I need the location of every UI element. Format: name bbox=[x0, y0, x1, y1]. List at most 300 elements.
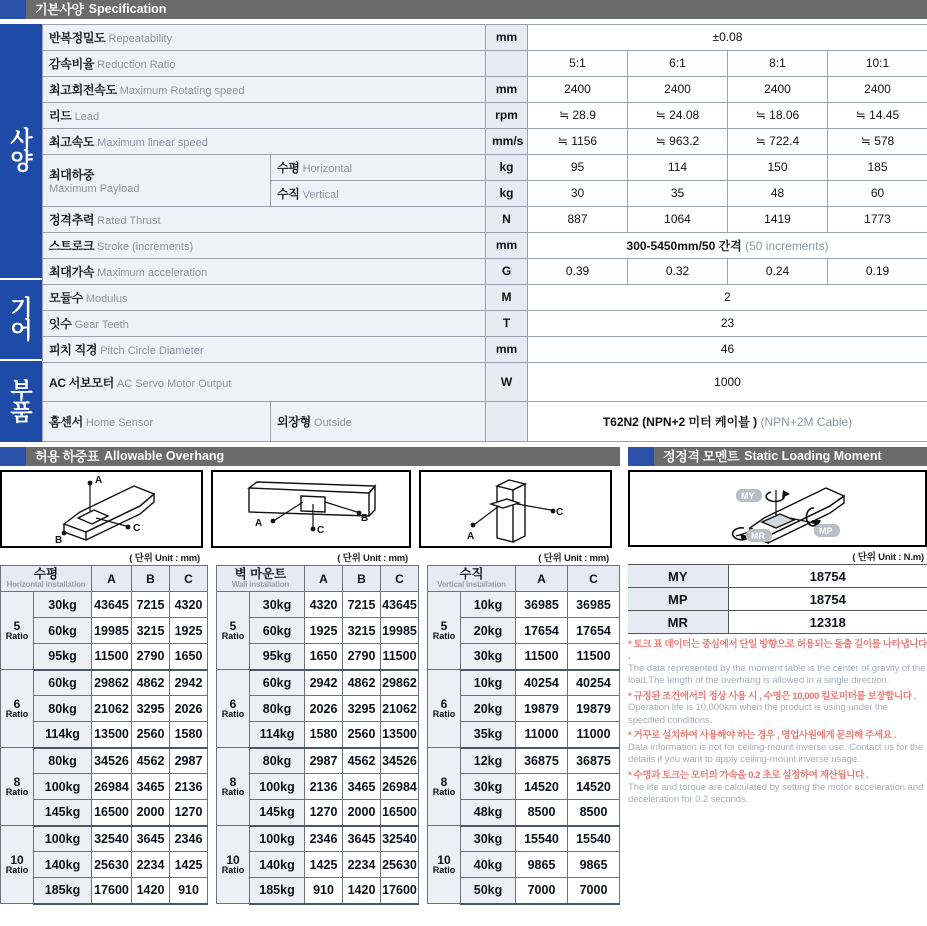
value-cell: 36985 bbox=[516, 592, 568, 618]
table-row bbox=[428, 826, 620, 852]
section-title-en: Specification bbox=[88, 2, 167, 17]
value-cell: 26984 bbox=[92, 774, 132, 800]
value-cell: 36875 bbox=[568, 748, 620, 774]
moment-table bbox=[628, 564, 927, 634]
unit-note-mm-1: ( 단위 Unit : mm) bbox=[129, 553, 200, 564]
row-value: 30 bbox=[528, 180, 628, 206]
row-value: ≒ 963.2 bbox=[628, 128, 728, 154]
value-cell: 3465 bbox=[343, 774, 381, 800]
value-cell: 40254 bbox=[516, 670, 568, 696]
value-cell: 17654 bbox=[516, 618, 568, 644]
value-cell: 1425 bbox=[170, 852, 208, 878]
value-cell: 4320 bbox=[170, 592, 208, 618]
column-header-c: C bbox=[170, 566, 208, 592]
value-cell: 1650 bbox=[170, 644, 208, 670]
value-cell: 11500 bbox=[92, 644, 132, 670]
column-header-c: C bbox=[568, 566, 620, 592]
value-cell: 4862 bbox=[343, 670, 381, 696]
value-cell: 16500 bbox=[92, 800, 132, 826]
diagram-label-c: C bbox=[133, 523, 141, 534]
payload-cell: 145kg bbox=[250, 800, 305, 826]
moment-label-my: MY bbox=[741, 491, 755, 501]
value-cell: 1925 bbox=[305, 618, 343, 644]
overhang-header-title-2: 벽 마운트 Wall installation bbox=[217, 566, 305, 592]
column-header-a: A bbox=[92, 566, 132, 592]
note-ko-1: * 토크 표 데이터는 중심에서 단일 방향으로 허용되는 돌출 길이를 나타냅니다 . bbox=[628, 639, 927, 662]
row-value: ≒ 18.06 bbox=[728, 102, 828, 128]
value-cell: 1650 bbox=[305, 644, 343, 670]
value-cell: 15540 bbox=[568, 826, 620, 852]
side-label-char: 양 bbox=[10, 148, 32, 174]
value-cell: 11000 bbox=[568, 722, 620, 748]
note-en-3: Data information is not for ceiling-mount inverse use. Contact us for the details if you want to apply ceiling-mount inverse usage. bbox=[628, 742, 924, 766]
column-header-a: A bbox=[305, 566, 343, 592]
row-unit: mm bbox=[486, 232, 528, 258]
diagram-label-c: C bbox=[556, 507, 564, 518]
value-cell: 17654 bbox=[568, 618, 620, 644]
row-value: 0.24 bbox=[728, 258, 828, 284]
row-label-max-linear-speed: 최고속도 Maximum linear speed bbox=[43, 128, 486, 154]
value-cell: 13500 bbox=[381, 722, 419, 748]
diagram-label-b: B bbox=[55, 535, 63, 546]
section-title-wrap bbox=[26, 447, 620, 466]
payload-cell: 40kg bbox=[461, 852, 516, 878]
payload-cell: 10kg bbox=[461, 670, 516, 696]
row-value: ≒ 722.4 bbox=[728, 128, 828, 154]
value-cell: 2026 bbox=[170, 696, 208, 722]
row-label-gear-teeth: 잇수 Gear Teeth bbox=[43, 310, 486, 336]
side-label-gear bbox=[0, 280, 42, 361]
side-label-char: 기 bbox=[10, 294, 32, 321]
table-row bbox=[43, 284, 927, 310]
value-cell: 9865 bbox=[568, 852, 620, 878]
value-cell: 2136 bbox=[305, 774, 343, 800]
table-row bbox=[1, 592, 208, 618]
row-sublabel-horizontal: 수평 Horizontal bbox=[271, 154, 486, 180]
value-cell: 14520 bbox=[568, 774, 620, 800]
value-cell: 3645 bbox=[343, 826, 381, 852]
row-value: 2 bbox=[528, 284, 927, 310]
value-cell: 3215 bbox=[343, 618, 381, 644]
row-unit bbox=[486, 50, 528, 76]
value-cell: 1925 bbox=[170, 618, 208, 644]
note-ko-3: * 거꾸로 설치하여 사용해야 하는 경우 , 영업사원에게 문의해 주세요 . bbox=[628, 730, 896, 742]
section-title-en: Allowable Overhang bbox=[104, 449, 225, 464]
vertical-axis-diagram-icon bbox=[421, 472, 610, 546]
value-cell: 2346 bbox=[305, 826, 343, 852]
value-cell: 3295 bbox=[343, 696, 381, 722]
accent-swatch-icon bbox=[0, 447, 26, 466]
row-unit: T bbox=[486, 310, 528, 336]
payload-cell: 80kg bbox=[34, 696, 92, 722]
value-cell: 36875 bbox=[516, 748, 568, 774]
value-cell: 7215 bbox=[132, 592, 170, 618]
value-cell: 910 bbox=[305, 878, 343, 904]
unit-note-nm: ( 단위 Unit : N.m) bbox=[852, 552, 924, 563]
payload-cell: 185kg bbox=[250, 878, 305, 904]
table-row bbox=[428, 748, 620, 774]
row-value: 95 bbox=[528, 154, 628, 180]
value-cell: 11500 bbox=[568, 644, 620, 670]
notes-block bbox=[628, 639, 927, 806]
side-label-char: 사 bbox=[10, 126, 32, 153]
table-row bbox=[43, 362, 927, 402]
row-sublabel-outside: 외장형 Outside bbox=[271, 402, 486, 442]
value-cell: 2942 bbox=[305, 670, 343, 696]
moment-key-cell: MP bbox=[628, 588, 728, 611]
value-cell: 11500 bbox=[381, 644, 419, 670]
table-row bbox=[217, 670, 419, 696]
overhang-table-wall bbox=[216, 565, 419, 905]
row-value: 10:1 bbox=[828, 50, 927, 76]
overhang-table-horizontal bbox=[0, 565, 208, 905]
moment-key-cell: MR bbox=[628, 611, 728, 634]
table-row bbox=[628, 565, 927, 588]
moment-body bbox=[628, 565, 927, 634]
value-cell: 1270 bbox=[170, 800, 208, 826]
overhang-diagram-row bbox=[0, 470, 620, 565]
payload-cell: 80kg bbox=[250, 748, 305, 774]
note-ko-2: * 규정된 조건에서의 정상 사용 시 , 수명은 10,000 킬로미터를 보장합니다 . bbox=[628, 690, 916, 702]
value-cell: 19985 bbox=[381, 618, 419, 644]
ratio-cell: 5 Ratio bbox=[428, 592, 461, 670]
value-cell: 2234 bbox=[343, 852, 381, 878]
table-row bbox=[43, 25, 927, 51]
ratio-cell: 6 Ratio bbox=[217, 670, 250, 748]
row-value-home-sensor: T62N2 (NPN+2 미터 케이블 ) (NPN+2M Cable) bbox=[528, 402, 927, 442]
row-value: 48 bbox=[728, 180, 828, 206]
value-cell: 19879 bbox=[516, 696, 568, 722]
payload-cell: 80kg bbox=[34, 748, 92, 774]
row-value: 6:1 bbox=[628, 50, 728, 76]
ratio-cell: 8 Ratio bbox=[1, 748, 34, 826]
row-unit: kg bbox=[486, 154, 528, 180]
value-cell: 2234 bbox=[132, 852, 170, 878]
payload-cell: 50kg bbox=[461, 878, 516, 904]
value-cell: 32540 bbox=[92, 826, 132, 852]
row-label-max-acceleration: 최대가속 Maximum acceleration bbox=[43, 258, 486, 284]
payload-cell: 60kg bbox=[34, 618, 92, 644]
table-row bbox=[43, 154, 927, 180]
value-cell: 36985 bbox=[568, 592, 620, 618]
row-value: 114 bbox=[628, 154, 728, 180]
overhang-body-1 bbox=[1, 592, 208, 904]
ratio-cell: 6 Ratio bbox=[1, 670, 34, 748]
diagram-label-a: A bbox=[467, 531, 475, 542]
row-unit bbox=[486, 402, 528, 442]
table-row bbox=[1, 826, 208, 852]
row-value: 23 bbox=[528, 310, 927, 336]
row-value: ≒ 578 bbox=[828, 128, 927, 154]
value-cell: 1420 bbox=[132, 878, 170, 904]
accent-swatch-icon bbox=[0, 0, 26, 19]
diagram-label-a: A bbox=[255, 518, 263, 529]
payload-cell: 114kg bbox=[250, 722, 305, 748]
row-value: 887 bbox=[528, 206, 628, 232]
table-row bbox=[43, 336, 927, 362]
row-value: 1064 bbox=[628, 206, 728, 232]
table-row bbox=[43, 206, 927, 232]
row-value: ≒ 14.45 bbox=[828, 102, 927, 128]
row-value: 2400 bbox=[628, 76, 728, 102]
value-cell: 29862 bbox=[381, 670, 419, 696]
note-ko-4: * 수명과 토크는 모터의 가속을 0.2 초로 설정하여 계산됩니다 . bbox=[628, 769, 869, 781]
value-cell: 1270 bbox=[305, 800, 343, 826]
overhang-diagram-wall bbox=[211, 470, 411, 548]
row-label-repeatability: 반복정밀도 Repeatability bbox=[43, 25, 486, 51]
column-header-b: B bbox=[343, 566, 381, 592]
section-title-en: Static Loading Moment bbox=[744, 449, 882, 464]
table-row bbox=[428, 670, 620, 696]
payload-cell: 20kg bbox=[461, 618, 516, 644]
row-unit: mm bbox=[486, 336, 528, 362]
payload-cell: 30kg bbox=[250, 592, 305, 618]
table-row bbox=[43, 310, 927, 336]
payload-cell: 10kg bbox=[461, 592, 516, 618]
table-header-row bbox=[217, 566, 419, 592]
payload-cell: 185kg bbox=[34, 878, 92, 904]
diagram-label-a: A bbox=[95, 475, 103, 486]
section-title-ko: 기본사양 bbox=[35, 2, 84, 17]
value-cell: 32540 bbox=[381, 826, 419, 852]
moment-label-mp: MP bbox=[819, 526, 833, 536]
row-label-stroke: 스트로크 Stroke (increments) bbox=[43, 232, 486, 258]
value-cell: 2790 bbox=[343, 644, 381, 670]
note-en-4: The life and torque are calculated by setting the motor acceleration and deceleration for 0.2 seconds. bbox=[628, 781, 924, 805]
unit-note-mm-2: ( 단위 Unit : mm) bbox=[337, 553, 408, 564]
value-cell: 21062 bbox=[92, 696, 132, 722]
ratio-cell: 5 Ratio bbox=[217, 592, 250, 670]
value-cell: 910 bbox=[170, 878, 208, 904]
spec-side-column bbox=[0, 24, 42, 442]
value-cell: 11000 bbox=[516, 722, 568, 748]
overhang-body-2 bbox=[217, 592, 419, 904]
row-sublabel-vertical: 수직 Vertical bbox=[271, 180, 486, 206]
payload-cell: 20kg bbox=[461, 696, 516, 722]
lower-area bbox=[0, 447, 927, 905]
payload-cell: 95kg bbox=[34, 644, 92, 670]
specification-table bbox=[42, 24, 927, 442]
value-cell: 17600 bbox=[381, 878, 419, 904]
row-value: 5:1 bbox=[528, 50, 628, 76]
row-value: 150 bbox=[728, 154, 828, 180]
value-cell: 43645 bbox=[92, 592, 132, 618]
allowable-overhang-block bbox=[0, 447, 620, 905]
row-unit: W bbox=[486, 362, 528, 402]
value-cell: 19985 bbox=[92, 618, 132, 644]
static-loading-moment-block bbox=[628, 447, 927, 806]
table-row bbox=[43, 258, 927, 284]
payload-cell: 12kg bbox=[461, 748, 516, 774]
column-header-c: C bbox=[381, 566, 419, 592]
value-cell: 8500 bbox=[516, 800, 568, 826]
value-cell: 21062 bbox=[381, 696, 419, 722]
table-header-row bbox=[428, 566, 620, 592]
row-value: 2400 bbox=[528, 76, 628, 102]
accent-swatch-icon bbox=[628, 447, 654, 466]
payload-cell: 30kg bbox=[461, 774, 516, 800]
value-cell: 19879 bbox=[568, 696, 620, 722]
section-title-ko: 허용 하중표 bbox=[35, 449, 100, 464]
row-value: 2400 bbox=[728, 76, 828, 102]
value-cell: 2000 bbox=[132, 800, 170, 826]
row-unit: M bbox=[486, 284, 528, 310]
row-value: ≒ 1156 bbox=[528, 128, 628, 154]
row-value: 0.32 bbox=[628, 258, 728, 284]
row-value: 1773 bbox=[828, 206, 927, 232]
column-header-a: A bbox=[516, 566, 568, 592]
overhang-body-3 bbox=[428, 592, 620, 904]
section-title-wrap bbox=[26, 0, 927, 19]
moment-key-cell: MY bbox=[628, 565, 728, 588]
note-en-2: Operation life is 10,000km when the product is using under the specified conditions. bbox=[628, 702, 888, 726]
row-unit: N bbox=[486, 206, 528, 232]
table-row bbox=[217, 592, 419, 618]
side-label-parts bbox=[0, 361, 42, 442]
diagram-label-b: B bbox=[361, 513, 369, 524]
value-cell: 11500 bbox=[516, 644, 568, 670]
value-cell: 2026 bbox=[305, 696, 343, 722]
ratio-cell: 8 Ratio bbox=[217, 748, 250, 826]
moment-label-mr: MR bbox=[751, 531, 765, 541]
table-row bbox=[1, 670, 208, 696]
row-unit: G bbox=[486, 258, 528, 284]
payload-cell: 140kg bbox=[250, 852, 305, 878]
overhang-table-vertical bbox=[427, 565, 620, 905]
payload-cell: 145kg bbox=[34, 800, 92, 826]
row-label-max-payload: 최대하중 Maximum Payload bbox=[43, 154, 271, 206]
moment-value-cell: 12318 bbox=[728, 611, 927, 634]
table-row bbox=[43, 102, 927, 128]
payload-cell: 114kg bbox=[34, 722, 92, 748]
payload-cell: 140kg bbox=[34, 852, 92, 878]
payload-cell: 48kg bbox=[461, 800, 516, 826]
value-cell: 8500 bbox=[568, 800, 620, 826]
value-cell: 4320 bbox=[305, 592, 343, 618]
row-value: 35 bbox=[628, 180, 728, 206]
unit-note-mm-3: ( 단위 Unit : mm) bbox=[538, 553, 609, 564]
column-header-b: B bbox=[132, 566, 170, 592]
row-value: ±0.08 bbox=[528, 25, 927, 51]
value-cell: 2790 bbox=[132, 644, 170, 670]
value-cell: 4862 bbox=[132, 670, 170, 696]
value-cell: 1420 bbox=[343, 878, 381, 904]
row-unit: mm/s bbox=[486, 128, 528, 154]
row-unit: mm bbox=[486, 25, 528, 51]
value-cell: 2346 bbox=[170, 826, 208, 852]
value-cell: 4562 bbox=[132, 748, 170, 774]
payload-cell: 30kg bbox=[461, 644, 516, 670]
value-cell: 1580 bbox=[305, 722, 343, 748]
note-en-1: The data represented by the moment table is the center of gravity of the load.The length of the overhang is allowed in a single direction. bbox=[628, 662, 926, 687]
payload-cell: 30kg bbox=[34, 592, 92, 618]
ratio-cell: 10 Ratio bbox=[217, 826, 250, 904]
ratio-cell: 6 Ratio bbox=[428, 670, 461, 748]
value-cell: 3295 bbox=[132, 696, 170, 722]
side-label-spec bbox=[0, 24, 42, 280]
table-row bbox=[43, 76, 927, 102]
value-cell: 26984 bbox=[381, 774, 419, 800]
moment-value-cell: 18754 bbox=[728, 565, 927, 588]
row-unit: rpm bbox=[486, 102, 528, 128]
value-cell: 4562 bbox=[343, 748, 381, 774]
value-cell: 43645 bbox=[381, 592, 419, 618]
value-cell: 1425 bbox=[305, 852, 343, 878]
value-cell: 13500 bbox=[92, 722, 132, 748]
row-label-reduction-ratio: 감속비율 Reduction Ratio bbox=[43, 50, 486, 76]
row-value: 0.39 bbox=[528, 258, 628, 284]
table-row bbox=[428, 592, 620, 618]
value-cell: 2560 bbox=[343, 722, 381, 748]
value-cell: 3645 bbox=[132, 826, 170, 852]
payload-cell: 30kg bbox=[461, 826, 516, 852]
payload-cell: 35kg bbox=[461, 722, 516, 748]
row-value: ≒ 24.08 bbox=[628, 102, 728, 128]
section-header-specification bbox=[0, 0, 927, 19]
value-cell: 17600 bbox=[92, 878, 132, 904]
row-label-rated-thrust: 정격추력 Rated Thrust bbox=[43, 206, 486, 232]
table-row bbox=[628, 611, 927, 634]
payload-cell: 95kg bbox=[250, 644, 305, 670]
ratio-cell: 5 Ratio bbox=[1, 592, 34, 670]
value-cell: 3465 bbox=[132, 774, 170, 800]
row-value: 1000 bbox=[528, 362, 927, 402]
row-unit: mm bbox=[486, 76, 528, 102]
section-header-moment bbox=[628, 447, 927, 466]
row-label-home-sensor: 홈센서 Home Sensor bbox=[43, 402, 271, 442]
side-label-char: 어 bbox=[10, 316, 32, 343]
value-cell: 14520 bbox=[516, 774, 568, 800]
value-cell: 2560 bbox=[132, 722, 170, 748]
row-label-pitch-circle-diameter: 피치 직경 Pitch Circle Diameter bbox=[43, 336, 486, 362]
ratio-cell: 10 Ratio bbox=[1, 826, 34, 904]
diagram-label-c: C bbox=[317, 525, 325, 536]
section-title-ko: 정정격 모멘트 bbox=[663, 449, 740, 464]
payload-cell: 60kg bbox=[250, 618, 305, 644]
payload-cell: 100kg bbox=[250, 774, 305, 800]
payload-cell: 100kg bbox=[250, 826, 305, 852]
value-cell: 7000 bbox=[568, 878, 620, 904]
row-label-lead: 리드 Lead bbox=[43, 102, 486, 128]
table-row bbox=[43, 402, 927, 442]
table-row bbox=[217, 826, 419, 852]
row-label-max-rotating-speed: 최고회전속도 Maximum Rotating speed bbox=[43, 76, 486, 102]
row-value-stroke: 300-5450mm/50 간격 (50 increments) bbox=[528, 232, 927, 258]
value-cell: 25630 bbox=[92, 852, 132, 878]
value-cell: 2942 bbox=[170, 670, 208, 696]
table-row bbox=[43, 128, 927, 154]
specification-table-wrap bbox=[0, 24, 927, 442]
ratio-cell: 8 Ratio bbox=[428, 748, 461, 826]
value-cell: 9865 bbox=[516, 852, 568, 878]
overhang-diagram-horizontal bbox=[0, 470, 203, 548]
horizontal-axis-diagram-icon bbox=[2, 472, 201, 546]
row-label-ac-servo-motor: AC 서보모터 AC Servo Motor Output bbox=[43, 362, 486, 402]
section-title-wrap bbox=[654, 447, 927, 466]
row-value: 2400 bbox=[828, 76, 927, 102]
row-value: 0.19 bbox=[828, 258, 927, 284]
row-value: 46 bbox=[528, 336, 927, 362]
section-header-overhang bbox=[0, 447, 620, 466]
row-value: 185 bbox=[828, 154, 927, 180]
value-cell: 1580 bbox=[170, 722, 208, 748]
value-cell: 34526 bbox=[381, 748, 419, 774]
payload-cell: 100kg bbox=[34, 826, 92, 852]
moment-value-cell: 18754 bbox=[728, 588, 927, 611]
value-cell: 15540 bbox=[516, 826, 568, 852]
payload-cell: 80kg bbox=[250, 696, 305, 722]
moment-diagram-box bbox=[628, 470, 927, 547]
